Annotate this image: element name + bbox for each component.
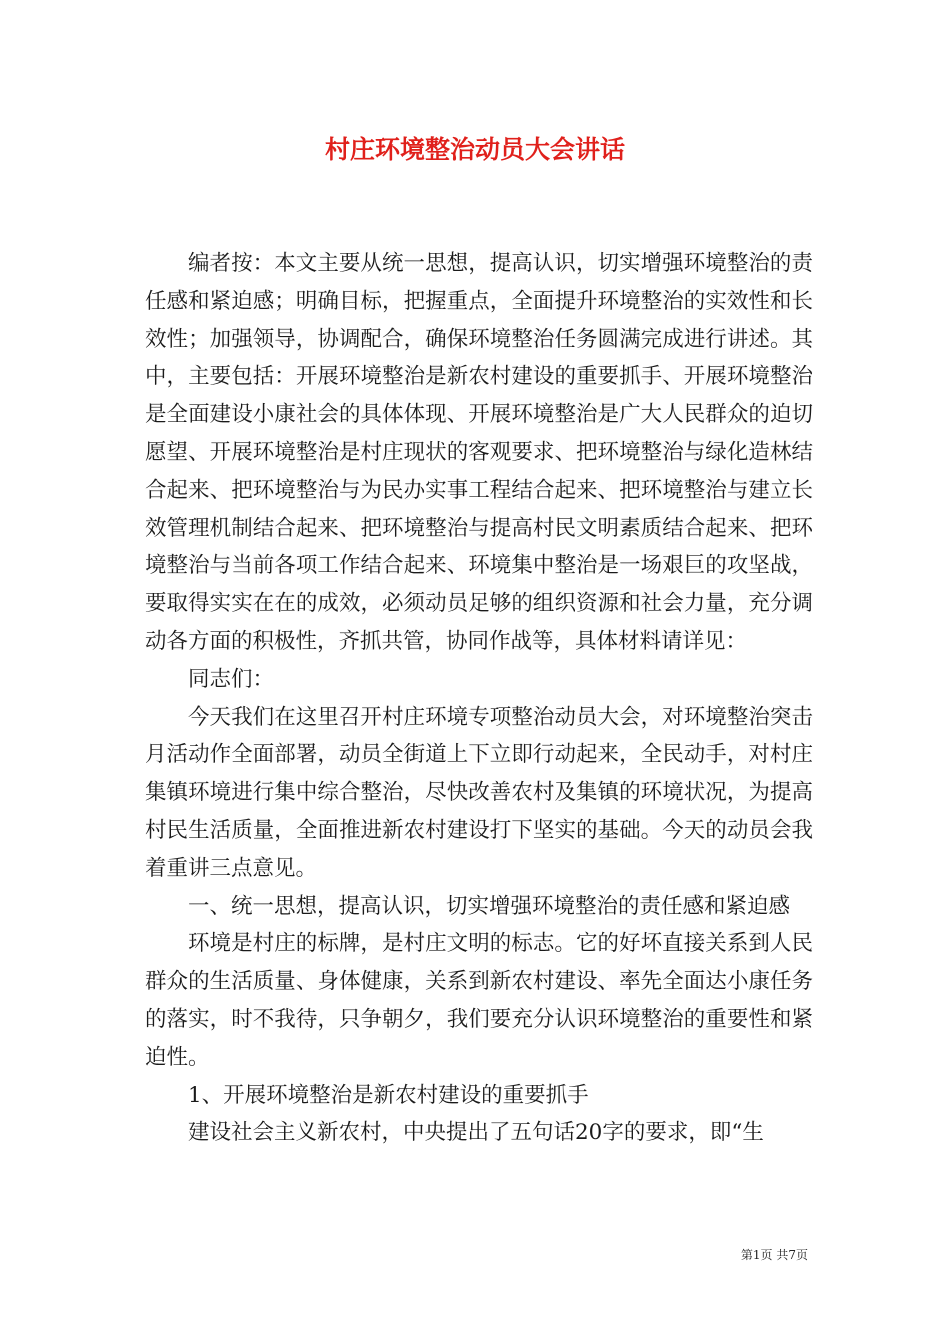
subsection-heading-1: 1、开展环境整治是新农村建设的重要抓手 [188, 1082, 589, 1108]
page-number-footer: 第1页 共7页 [740, 1248, 808, 1262]
subsection-1-paragraph: 建设社会主义新农村，中央提出了五句话20字的要求，即“生 [188, 1120, 764, 1146]
document-title: 村庄环境整治动员大会讲话 [324, 135, 625, 164]
section-1-paragraph: 环境是村庄的标牌，是村庄文明的标志。它的好坏直接关系到人民群众的生活质量、身体健康，关系到新农村建设、率先全面达小康任务的落实，时不我待，只争朝夕，我们要充分认识环境整治的重要性和紧迫性。 [145, 931, 813, 1070]
editor-note-paragraph: 编者按：本文主要从统一思想，提高认识，切实增强环境整治的责任感和紧迫感；明确目标，把握重点，全面提升环境整治的实效性和长效性；加强领导，协调配合，确保环境整治任务圆满完成进行讲述。其中，主要包括：开展环境整治是新农村建设的重要抓手、开展环境整治是全面建设小康社会的具体体现、开展环境整治是广大人民群众的迫切愿望、开展环境整治是村庄现状的客观要求、把环境整治与绿化造林结合起来、把环境整治与为民办实事工程结合起来、把环境整治与建立长效管理机制结合起来、把环境整治与提高村民文明素质结合起来、把环境整治与当前各项工作结合起来、环境集中整治是一场艰巨的攻坚战，要取得实实在在的成效，必须动员足够的组织资源和社会力量，充分调动各方面的积极性，齐抓共管，协同作战等，具体材料请详见： [145, 251, 813, 654]
section-heading-1: 一、统一思想，提高认识，切实增强环境整治的责任感和紧迫感 [188, 893, 791, 919]
intro-paragraph: 今天我们在这里召开村庄环境专项整治动员大会，对环境整治突击月活动作全面部署，动员全街道上下立即行动起来，全民动手，对村庄集镇环境进行集中综合整治，尽快改善农村及集镇的环境状况，为提高村民生活质量，全面推进新农村建设打下坚实的基础。今天的动员会我着重讲三点意见。 [145, 704, 813, 881]
greeting-paragraph: 同志们： [188, 666, 275, 692]
document-body [145, 245, 813, 1152]
